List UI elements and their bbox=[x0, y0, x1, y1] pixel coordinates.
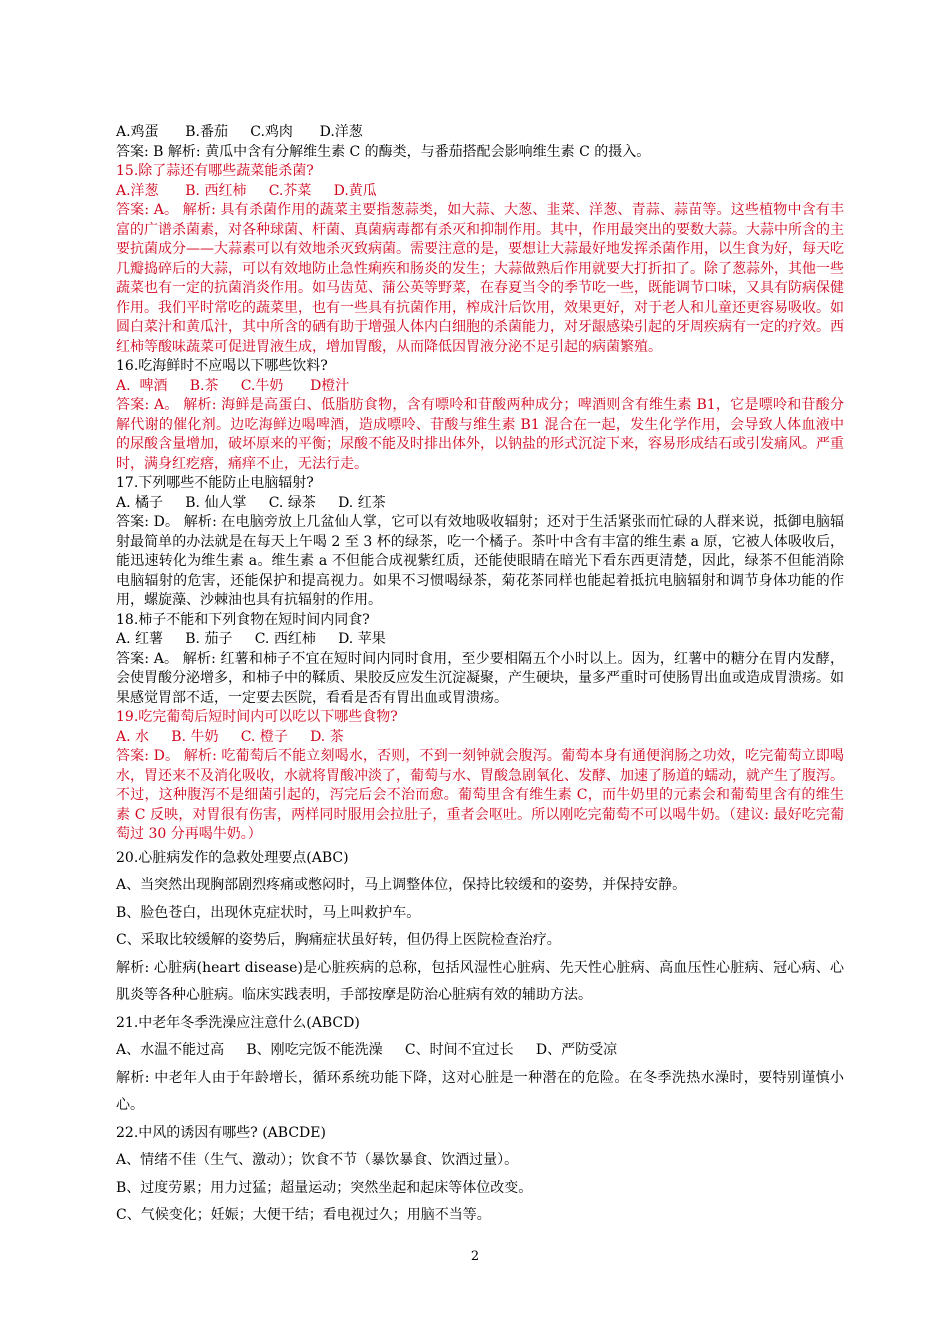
question-22-block bbox=[116, 1120, 844, 1230]
q21-analysis: 解析: 中老年人由于年龄增长，循环系统功能下降，这对心脏是一种潜在的危险。在冬季洗热水澡时，要特别谨慎小心。 bbox=[116, 1069, 844, 1113]
question-15-block bbox=[116, 162, 844, 357]
q18-options: A. 红薯 B. 茄子 C. 西红柿 D. 苹果 bbox=[116, 631, 386, 647]
q18-answer: 答案: A。 解析: 红薯和柿子不宜在短时间内同时食用，至少要相隔五个小时以上。因为，红薯中的糖分在胃内发酵，会使胃酸分泌增多，和柿子中的鞣质、果胶反应发生沉淀凝聚，产生硬块，量多严重时可使肠胃出血或造成胃溃疡。如果感觉胃部不适，一定要去医院，看看是否有胃出血或胃溃疡。 bbox=[116, 650, 844, 706]
q18-question: 18.柿子不能和下列食物在短时间内同食? bbox=[116, 611, 370, 628]
q22-option-a: A、情绪不佳（生气、激动）；饮食不节（暴饮暴食、饮酒过量）。 bbox=[116, 1152, 519, 1168]
question-20-block bbox=[116, 845, 844, 1010]
q17-answer: 答案: D。 解析: 在电脑旁放上几盆仙人掌，它可以有效地吸收辐射；还对于生活紧张而忙碌的人群来说，抵御电脑辐射最简单的办法就是在每天上午喝 2 至 3 杯的绿茶，吃一个橘子。茶叶中含有丰富的维生素 a 原，它被人体吸收后，能迅速转化为维生素 a。维生素 a 不但能合成视紫红质，还能使眼睛在暗光下看东西更清楚，因此，绿茶不但能消除电脑辐射的危害，还能保护和提高视力。如果不习惯喝绿茶，菊花茶同样也能起着抵抗电脑辐射和调节身体功能的作用，螺旋藻、沙棘油也具有抗辐射的作用。 bbox=[116, 514, 845, 608]
q19-answer: 答案: D。 解析: 吃葡萄后不能立刻喝水，否则，不到一刻钟就会腹泻。葡萄本身有通便润肠之功效，吃完葡萄立即喝水，胃还来不及消化吸收，水就将胃酸冲淡了，葡萄与水、胃酸急剧氧化、发酵、加速了肠道的蠕动，就产生了腹泻。不过，这种腹泻不是细菌引起的，泻完后会不治而愈。葡萄里含有维生素 C，而牛奶里的元素会和葡萄里含有的维生素 C 反映，对胃很有伤害，两样同时服用会拉肚子，重者会呕吐。所以刚吃完葡萄不可以喝牛奶。（建议: 最好吃完葡萄过 30 分再喝牛奶。） bbox=[116, 748, 844, 842]
document-page bbox=[116, 123, 844, 1230]
q15-options: A.洋葱 B. 西红柿 C.芥菜 D.黄瓜 bbox=[116, 182, 377, 199]
q22-option-b: B、过度劳累；用力过猛；超量运动；突然坐起和起床等体位改变。 bbox=[116, 1179, 533, 1196]
q20-option-b: B、脸色苍白，出现休克症状时，马上叫救护车。 bbox=[116, 904, 421, 921]
q17-question: 17.下列哪些不能防止电脑辐射? bbox=[116, 475, 314, 491]
q16-question: 16.吃海鲜时不应喝以下哪些饮料? bbox=[116, 358, 328, 374]
q20-option-a: A、当突然出现胸部剧烈疼痛或憋闷时，马上调整体位，保持比较缓和的姿势，并保持安静。 bbox=[116, 877, 687, 893]
q19-options: A. 水 B. 牛奶 C. 橙子 D. 茶 bbox=[116, 728, 344, 745]
q19-question: 19.吃完葡萄后短时间内可以吃以下哪些食物? bbox=[116, 709, 398, 725]
q21-options: A、水温不能过高 B、刚吃完饭不能洗澡 C、时间不宜过长 D、严防受凉 bbox=[116, 1042, 618, 1058]
question-17-block bbox=[116, 474, 844, 611]
question-16-answer-block bbox=[116, 377, 844, 475]
question-14-block bbox=[116, 123, 844, 162]
q14-options: A.鸡蛋 B.番茄 C.鸡肉 D.洋葱 bbox=[116, 124, 363, 140]
question-21-block bbox=[116, 1010, 844, 1120]
q22-question: 22.中风的诱因有哪些? (ABCDE) bbox=[116, 1124, 326, 1141]
q20-option-c: C、采取比较缓解的姿势后，胸痛症状虽好转，但仍得上医院检查治疗。 bbox=[116, 932, 561, 948]
q22-option-c: C、气候变化；妊娠；大便干结；看电视过久；用脑不当等。 bbox=[116, 1207, 491, 1223]
q14-answer: 答案: B 解析: 黄瓜中含有分解维生素 C 的酶类，与番茄搭配会影响维生素 C 的摄入。 bbox=[116, 143, 651, 160]
question-18-block bbox=[116, 611, 844, 709]
q20-question: 20.心脏病发作的急救处理要点(ABC) bbox=[116, 849, 349, 866]
q15-question: 15.除了蒜还有哪些蔬菜能杀菌? bbox=[116, 163, 314, 179]
q20-analysis: 解析: 心脏病(heart disease)是心脏疾病的总称，包括风湿性心脏病、先天性心脏病、高血压性心脏病、冠心病、心肌炎等各种心脏病。临床实践表明，手部按摩是防治心脏病有效的辅助方法。 bbox=[116, 959, 844, 1003]
q21-question: 21.中老年冬季洗澡应注意什么(ABCD) bbox=[116, 1014, 360, 1031]
q15-answer: 答案: A。 解析: 具有杀菌作用的蔬菜主要指葱蒜类，如大蒜、大葱、韭菜、洋葱、青蒜、蒜苗等。这些植物中含有丰富的广谱杀菌素，对各种球菌、杆菌、真菌病毒都有杀灭和抑制作用。其中，作用最突出的要数大蒜。大蒜中所含的主要抗菌成分——大蒜素可以有效地杀灭致病菌。需要注意的是，要想让大蒜最好地发挥杀菌作用，以生食为好，每天吃几瓣捣碎后的大蒜，可以有效地防止急性痢疾和肠炎的发生；大蒜做熟后作用就要大打折扣了。除了葱蒜外，其他一些蔬菜也有一定的抗菌消炎作用。如马齿苋、蒲公英等野菜，在春夏当令的季节吃一些，既能调节口味，又具有防病保健作用。我们平时常吃的蔬菜里，也有一些具有抗菌作用，榨成汁后饮用，效果更好，对于老人和儿童还更容易吸收。如圆白菜汁和黄瓜汁，其中所含的硒有助于增强人体内白细胞的杀菌能力，对牙龈感染引起的牙周疾病有一定的疗效。西红柿等酸味蔬菜可促进胃液生成，增加胃酸，从而降低因胃液分泌不足引起的病菌繁殖。 bbox=[116, 202, 844, 355]
q17-options: A. 橘子 B. 仙人掌 C. 绿茶 D. 红茶 bbox=[116, 494, 386, 511]
q16-answer: 答案: A。 解析: 海鲜是高蛋白、低脂肪食物，含有嘌呤和苷酸两种成分；啤酒则含有维生素 B1，它是嘌呤和苷酸分解代谢的催化剂。边吃海鲜边喝啤酒，造成嘌呤、苷酸与维生素 B1 混合在一起，发生化学作用，会导致人体血液中的尿酸含量增加，破坏原来的平衡；尿酸不能及时排出体外，以钠盐的形式沉淀下来，容易形成结石或引发痛风。严重时，满身红疙瘩，痛痒不止，无法行走。 bbox=[116, 397, 844, 472]
q16-options: A. 啤酒 B.茶 C.牛奶 D橙汁 bbox=[116, 377, 350, 394]
question-19-block bbox=[116, 708, 844, 845]
page-number: 2 bbox=[470, 1249, 480, 1264]
question-16-block bbox=[116, 357, 844, 377]
